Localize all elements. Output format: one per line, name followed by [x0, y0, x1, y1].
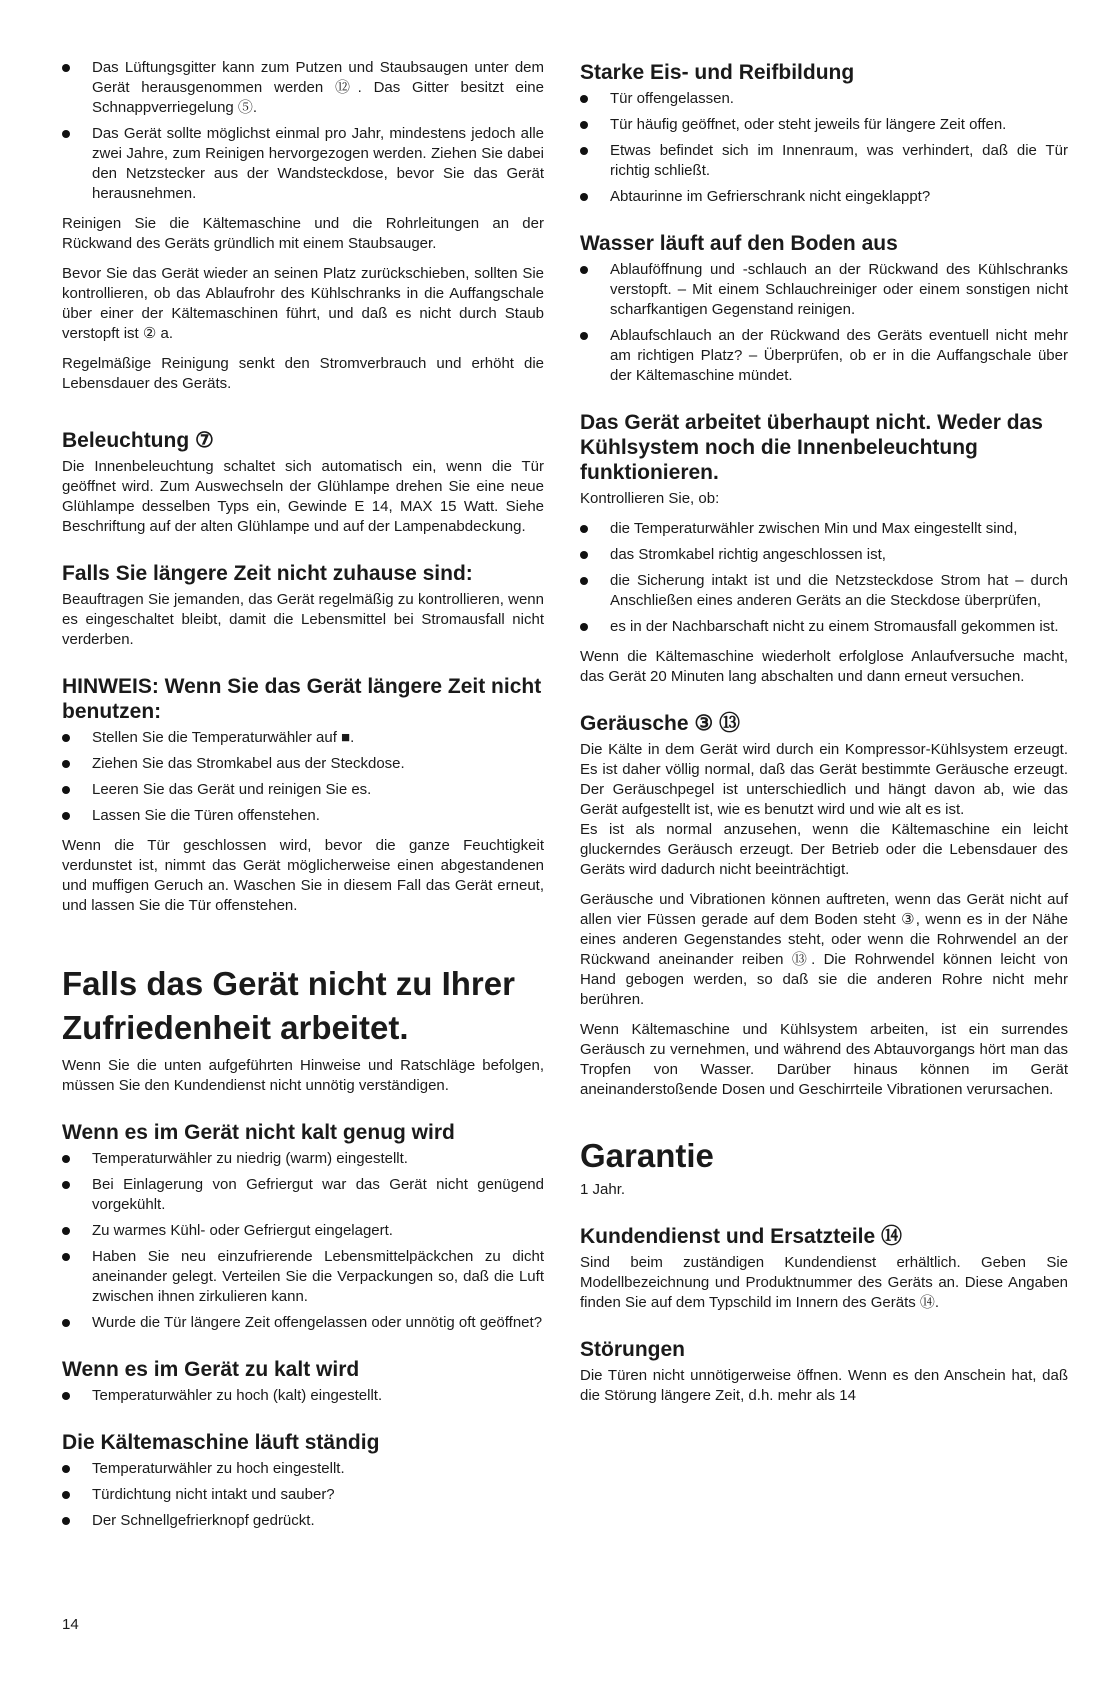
bullet-icon — [62, 1319, 70, 1327]
list-item: Ablauföffnung und -schlauch an der Rückwand des Kühlschranks verstopft. – Mit einem Schlauchreiniger oder einem sonstigen nicht scharfkantigen Gegenstand reinigen. — [580, 260, 1068, 320]
bullet-icon — [62, 1227, 70, 1235]
bullet-icon — [580, 623, 588, 631]
bullet-icon — [580, 525, 588, 533]
bullet-icon — [580, 577, 588, 585]
list-item: die Sicherung intakt ist und die Netzsteckdose Strom hat – durch Anschließen eines anderen Geräts an die Steckdose überprüfen, — [580, 571, 1068, 611]
bullet-icon — [62, 1517, 70, 1525]
bullet-icon — [62, 760, 70, 768]
list-item: das Stromkabel richtig angeschlossen ist, — [580, 545, 1068, 565]
list-item: Wurde die Tür längere Zeit offengelassen oder unnötig oft geöffnet? — [62, 1313, 544, 1333]
wasser-bullet-list — [580, 260, 1068, 386]
bullet-icon — [62, 130, 70, 138]
list-item: Das Lüftungsgitter kann zum Putzen und Staubsaugen unter dem Gerät herausgenommen werden ⑫. Das Gitter besitzt eine Schnappverriegelung ⑤. — [62, 58, 544, 118]
paragraph: Wenn Sie die unten aufgeführten Hinweise und Ratschläge befolgen, müssen Sie den Kundendienst nicht unnötig verständigen. — [62, 1057, 544, 1094]
section-heading-eis: Starke Eis- und Reifbildung — [580, 61, 855, 84]
page-number: 14 — [62, 1616, 79, 1633]
bullet-icon — [62, 1392, 70, 1400]
paragraph: Regelmäßige Reinigung senkt den Stromverbrauch und erhöht die Lebensdauer des Geräts. — [62, 355, 544, 392]
list-item: die Temperaturwähler zwischen Min und Max eingestellt sind, — [580, 519, 1068, 539]
list-item: Ziehen Sie das Stromkabel aus der Steckdose. — [62, 754, 544, 774]
paragraph: Kontrollieren Sie, ob: — [580, 490, 720, 507]
list-item: Leeren Sie das Gerät und reinigen Sie es. — [62, 780, 544, 800]
bullet-icon — [62, 1253, 70, 1261]
bullet-icon — [62, 786, 70, 794]
section-heading-geraeusche: Geräusche ③ ⑬ — [580, 712, 741, 735]
section-heading-wasser: Wasser läuft auf den Boden aus — [580, 232, 898, 255]
main-heading: Falls das Gerät nicht zu Ihrer Zufriedenheit arbeitet. — [62, 965, 515, 1046]
list-item: Abtaurinne im Gefrierschrank nicht eingeklappt? — [580, 187, 1068, 207]
section-heading-hinweis: HINWEIS: Wenn Sie das Gerät längere Zeit nicht benutzen: — [62, 675, 542, 723]
section-heading-abwesend: Falls Sie längere Zeit nicht zuhause sind: — [62, 562, 473, 585]
paragraph: Wenn die Kältemaschine wiederholt erfolglose Anlaufversuche macht, das Gerät 20 Minuten lang abschalten und dann erneut versuchen. — [580, 648, 1068, 685]
right-column — [580, 60, 1068, 1416]
list-item: Temperaturwähler zu hoch (kalt) eingestellt. — [62, 1386, 544, 1406]
paragraph: Die Türen nicht unnötigerweise öffnen. Wenn es den Anschein hat, daß die Störung längere Zeit, d.h. mehr als 14 — [580, 1367, 1068, 1404]
paragraph: Geräusche und Vibrationen können auftreten, wenn das Gerät nicht auf allen vier Füssen gerade auf dem Boden steht ③, wenn es in der Nähe eines anderen Gegenstandes steht, oder wenn die Rohrwendel an der Rückwand aneinander reiben ⑬. Die Rohrwendel können leicht von Hand gebogen werden, so daß sie die anderen Rohre nicht mehr berühren. — [580, 891, 1068, 1008]
list-item: Das Gerät sollte möglichst einmal pro Jahr, mindestens jedoch alle zwei Jahre, zum Reinigen hervorgezogen werden. Ziehen Sie dabei den Netzstecker aus der Wandsteckdose, bevor Sie das Gerät herausnehmen. — [62, 124, 544, 204]
paragraph: Beauftragen Sie jemanden, das Gerät regelmäßig zu kontrollieren, wenn es eingeschaltet bleibt, damit die Lebensmittel bei Stromausfall nicht verderben. — [62, 591, 544, 648]
bullet-icon — [62, 64, 70, 72]
eis-bullet-list — [580, 89, 1068, 207]
paragraph: 1 Jahr. — [580, 1181, 626, 1198]
bullet-icon — [580, 95, 588, 103]
list-item: Temperaturwähler zu niedrig (warm) eingestellt. — [62, 1149, 544, 1169]
paragraph: Bevor Sie das Gerät wieder an seinen Platz zurückschieben, sollten Sie kontrollieren, ob das Ablaufrohr des Kühlschranks in die Auffangschale über einer der Kältemaschinen führt, und daß es nicht durch Staub verstopft ist ② a. — [62, 265, 544, 342]
list-item: Ablaufschlauch an der Rückwand des Geräts eventuell nicht mehr am richtigen Platz? – Überprüfen, ob er in die Auffangschale über der Kältemaschine mündet. — [580, 326, 1068, 386]
paragraph: Sind beim zuständigen Kundendienst erhältlich. Geben Sie Modellbezeichnung und Produktnummer des Geräts an. Diese Angaben finden Sie auf dem Typschild im Innern des Geräts ⑭. — [580, 1254, 1068, 1311]
bullet-icon — [62, 1465, 70, 1473]
list-item: Der Schnellgefrierknopf gedrückt. — [62, 1511, 544, 1531]
list-item: Lassen Sie die Türen offenstehen. — [62, 806, 544, 826]
bullet-icon — [580, 332, 588, 340]
zu-kalt-bullet-list — [62, 1386, 544, 1406]
hinweis-bullet-list — [62, 728, 544, 826]
staendig-bullet-list — [62, 1459, 544, 1531]
paragraph: Reinigen Sie die Kältemaschine und die Rohrleitungen an der Rückwand des Geräts gründlich mit einem Staubsauger. — [62, 215, 544, 252]
section-heading-staendig: Die Kältemaschine läuft ständig — [62, 1431, 380, 1454]
paragraph: Die Innenbeleuchtung schaltet sich automatisch ein, wenn die Tür geöffnet wird. Zum Auswechseln der Glühlampe drehen Sie eine neue Glühlampe desselben Typs ein, Gewinde E 14, MAX 15 Watt. Siehe Beschriftung auf der alten Glühlampe und auf der Lampenabdeckung. — [62, 458, 544, 535]
list-item: Tür häufig geöffnet, oder steht jeweils für längere Zeit offen. — [580, 115, 1068, 135]
bullet-icon — [62, 1155, 70, 1163]
list-item: es in der Nachbarschaft nicht zu einem Stromausfall gekommen ist. — [580, 617, 1068, 637]
bullet-icon — [62, 734, 70, 742]
left-column — [62, 58, 544, 1541]
ueberhaupt-bullet-list — [580, 519, 1068, 637]
garantie-heading: Garantie — [580, 1137, 714, 1174]
bullet-icon — [62, 1181, 70, 1189]
list-item: Zu warmes Kühl- oder Gefriergut eingelagert. — [62, 1221, 544, 1241]
section-heading-zu-kalt: Wenn es im Gerät zu kalt wird — [62, 1358, 360, 1381]
bullet-icon — [580, 551, 588, 559]
bullet-icon — [580, 147, 588, 155]
bullet-icon — [62, 812, 70, 820]
intro-bullet-list — [62, 58, 544, 204]
list-item: Tür offengelassen. — [580, 89, 1068, 109]
list-item: Türdichtung nicht intakt und sauber? — [62, 1485, 544, 1505]
bullet-icon — [62, 1491, 70, 1499]
paragraph: Es ist als normal anzusehen, wenn die Kältemaschine ein leicht gluckerndes Geräusch erzeugt. Der Betrieb oder die Lebensdauer des Geräts wird dadurch nicht beeinträchtigt. — [580, 821, 1068, 878]
list-item: Etwas befindet sich im Innenraum, was verhindert, daß die Tür richtig schließt. — [580, 141, 1068, 181]
bullet-icon — [580, 193, 588, 201]
bullet-icon — [580, 266, 588, 274]
list-item: Stellen Sie die Temperaturwähler auf ■. — [62, 728, 544, 748]
paragraph: Die Kälte in dem Gerät wird durch ein Kompressor-Kühlsystem erzeugt. Es ist daher völlig normal, daß das Gerät bestimmte Geräusche erzeugt. Der Geräuschpegel ist unterschiedlich und hängt davon ab, wie das Gerät aufgestellt ist, wie es benutzt wird und wie alt es ist. — [580, 741, 1068, 818]
list-item: Haben Sie neu einzufrierende Lebensmittelpäckchen zu dicht aneinander gelegt. Verteilen Sie die Verpackungen so, daß die Luft zwischen ihnen zirkulieren kann. — [62, 1247, 544, 1307]
list-item: Temperaturwähler zu hoch eingestellt. — [62, 1459, 544, 1479]
section-heading-stoerungen: Störungen — [580, 1338, 685, 1361]
nicht-kalt-bullet-list — [62, 1149, 544, 1333]
list-item: Bei Einlagerung von Gefriergut war das Gerät nicht genügend vorgekühlt. — [62, 1175, 544, 1215]
bullet-icon — [580, 121, 588, 129]
section-heading-ueberhaupt: Das Gerät arbeitet überhaupt nicht. Weder das Kühlsystem noch die Innenbeleuchtung funktionieren. — [580, 411, 1043, 484]
paragraph: Wenn Kältemaschine und Kühlsystem arbeiten, ist ein surrendes Geräusch zu vernehmen, und während des Abtauvorgangs hört man das Tropfen von Wasser. Darüber hinaus können im Gerät aneinanderstoßende Dosen und Geschirrteile Vibrationen verursachen. — [580, 1021, 1068, 1098]
section-heading-nicht-kalt: Wenn es im Gerät nicht kalt genug wird — [62, 1121, 455, 1144]
section-heading-beleuchtung: Beleuchtung ⑦ — [62, 429, 214, 452]
section-heading-kundendienst: Kundendienst und Ersatzteile ⑭ — [580, 1225, 903, 1248]
paragraph: Wenn die Tür geschlossen wird, bevor die ganze Feuchtigkeit verdunstet ist, nimmt das Gerät möglicherweise einen abgestandenen und muffigen Geruch an. Waschen Sie in diesem Fall das Gerät erneut, und lassen Sie die Tür offenstehen. — [62, 837, 544, 914]
